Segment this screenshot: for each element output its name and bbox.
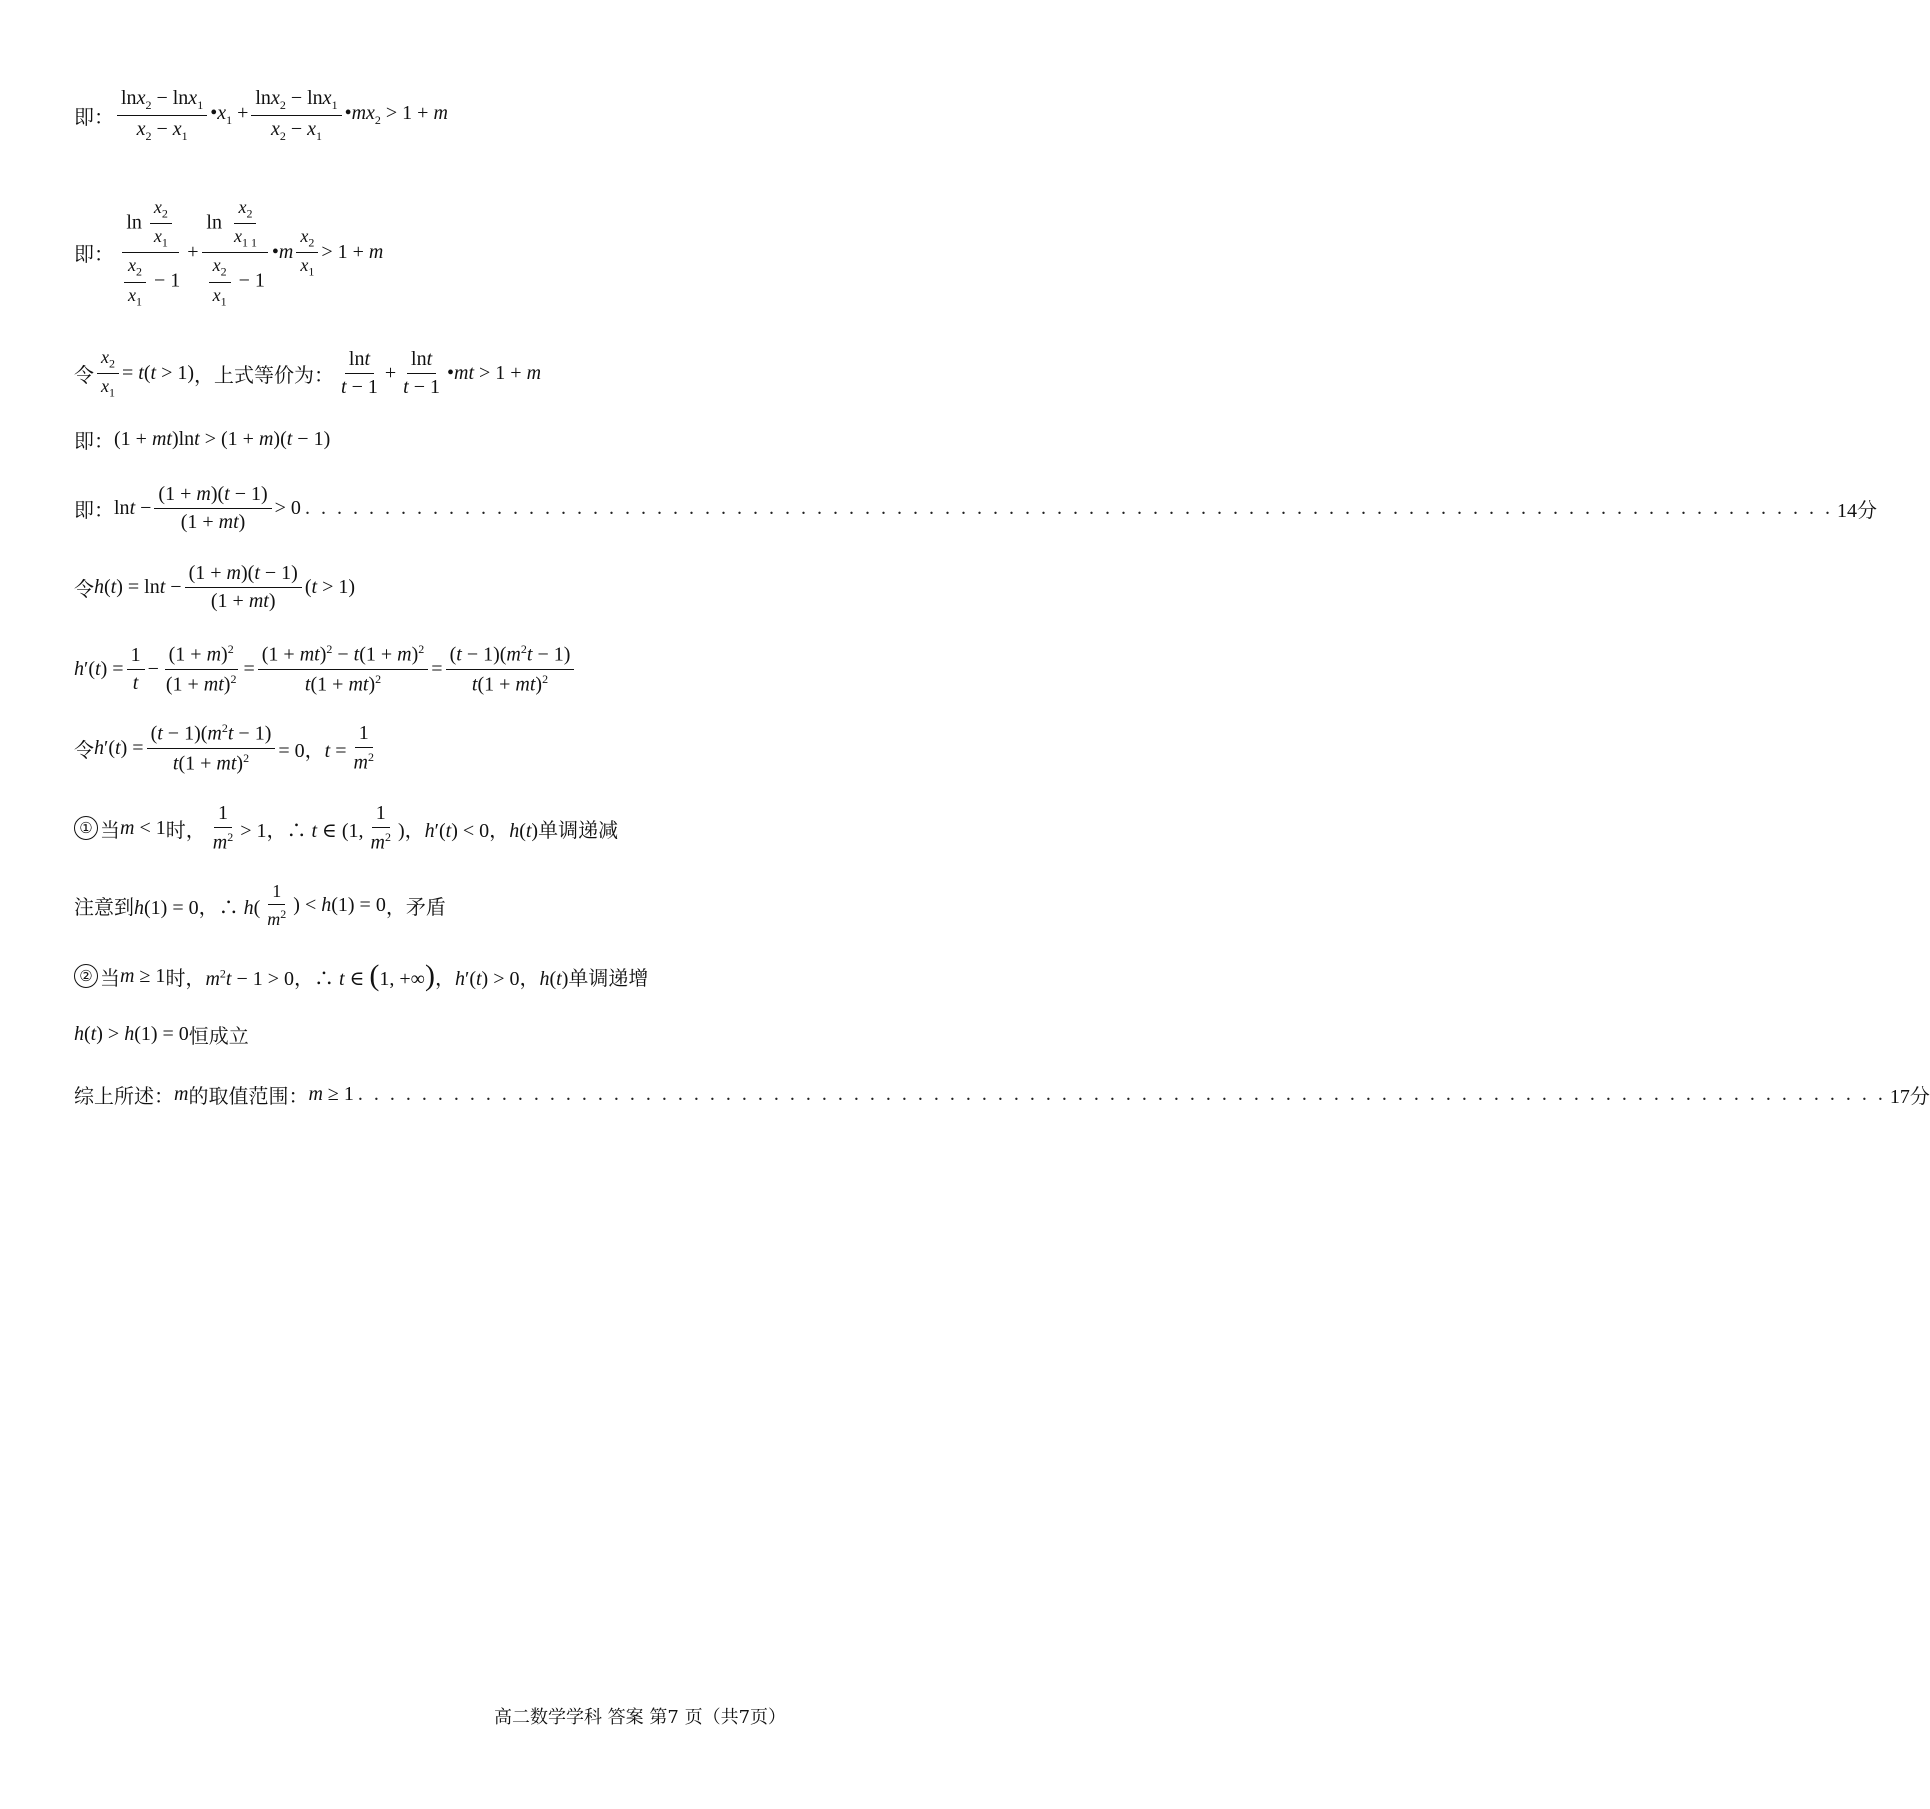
fraction: ln $\frac{x_2}{x_1}$ $\frac{x_2}{x_1}$ − 1 [117,198,184,308]
step-text: 注意到 [74,896,134,919]
score-label: 17分 [1889,1086,1930,1108]
step-text: 当 [100,967,120,990]
step-line-5: 即： lnt − $\frac{(1 + m)(t - 1)}{(1 + mt)}$ > 0 . . . . . . . . . . . . . . . . . . . . . . . . . . . . . . . . . . . . . . . . . . . . . . . . . . . . . . . . . . . . . . . . . . . . . . . . . . . . . . . . . . . . . . . . . . . . . . . . 14分 [74,483,1877,533]
fraction: $\frac{(1 + m)^2}{(1 + mt)^2}$ [165,642,237,696]
step-text: 时， [165,967,206,990]
fraction: $\frac{x_2}{x_1}$ [296,227,318,278]
score-label: 14分 [1836,500,1877,522]
fraction: $\frac{(1 + m)(t - 1)}{(1 + mt)}$ [185,563,302,612]
fraction: $\frac{1}{t}$ [127,645,145,694]
step-line-6: 令 h(t) = lnt − $\frac{(1 + m)(t - 1)}{(1 + mt)}$ (t > 1) [74,562,356,612]
step-line-12: h(t) > h(1) = 0 恒成立 [74,1020,1180,1049]
fraction: $\frac{(1 + mt)^2 - t(1 + m)^2}{t(1 + mt)^2}$ [258,643,429,695]
dot-leader: . . . . . . . . . . . . . . . . . . . . . . . . . . . . . . . . . . . . . . . . . . . . . . . . . . . . . . . . . . . . . . . . . . . . . . . . . . . . . . . . . . . . . . . . . . . . . . . . [357,1083,1886,1105]
step-line-10: 注意到 h(1) = 0，∴ h( $\frac{1}{m^2}$ ) < h(1) = 0 ，矛盾 [74,881,446,929]
fraction: $\frac{(1 + m)(t - 1)}{(1 + mt)}$ [154,484,271,533]
fraction: $\frac{\ln x_2 - \ln x_1}{x_2 - x_1}$ [117,88,207,142]
step-line-1: 即： $\frac{\ln x_2 - \ln x_1}{x_2 - x_1}$ $•x_1$ + $\frac{\ln x_2 - \ln x_1}{x_2 - x_1}$ $•mx_2 > 1 + m$ [74,87,448,143]
step-line-4: 即： (1 + mt)lnt > (1 + m)(t − 1) [74,425,1180,454]
fraction: $\frac{\ln x_2 - \ln x_1}{x_2 - x_1}$ [251,88,341,142]
step-lead: 令 [74,579,94,601]
step-text: ，矛盾 [385,896,446,919]
fraction: $\frac{x_2}{x_1}$ [97,348,119,399]
fraction: $\frac{(t - 1)(m^2t - 1)}{t(1 + mt)^2}$ [147,722,276,774]
step-lead: 令 [74,739,94,762]
fraction: $\frac{\ln t}{t - 1}$ [403,348,440,399]
step-line-13: 综上所述： m 的取值范围： m ≥ 1 . . . . . . . . . . . . . . . . . . . . . . . . . . . . . . . . . . . . . . . . . . . . . . . . . . . . . . . . . . . . . . . . . . . . . . . . . . . . . . . . . . . . . . . . . . . . . . . . 17分 [74,1080,1180,1109]
step-line-11: ② 当 m ≥ 1 时， $m^2t - 1 > 0$，∴ t ∈ (1, +∞)，h′(t) > 0，h(t) 单调递增 [74,961,1180,991]
step-line-7: h′(t) = $\frac{1}{t}$ − $\frac{(1 + m)^2}{(1 + mt)^2}$ = $\frac{(1 + mt)^2 - t(1 + m)^2}{t(1 + mt)^2}$ = $\frac{(t - 1)(m^2t - 1)}{t(1 + mt)^2}$ [74,643,1180,695]
case-number: ① [74,816,98,840]
fraction: $\frac{1}{m^2}$ [370,802,391,854]
fraction: ln $\frac{x_2}{x_{1 1}}$ $\frac{x_2}{x_1}$ − 1 [202,198,269,308]
step-text: 当 [100,819,120,842]
dot-leader: . . . . . . . . . . . . . . . . . . . . . . . . . . . . . . . . . . . . . . . . . . . . . . . . . . . . . . . . . . . . . . . . . . . . . . . . . . . . . . . . . . . . . . . . . . . . . . . . [304,497,1833,519]
step-text: 综上所述： [74,1086,174,1108]
fraction: $\frac{1}{m^2}$ [267,881,287,929]
step-lead: 令 [74,365,94,388]
step-text: 的取值范围： [188,1086,309,1108]
step-line-3: 令 $\frac{x_2}{x_1}$ = t(t > 1) ，上式等价为： $\frac{\ln t}{t - 1}$ + $\frac{\ln t}{t - 1}$ •mt > 1 + m [74,347,542,400]
step-line-2: 即： ln $\frac{x_2}{x_1}$ $\frac{x_2}{x_1}$ − 1 + ln $\frac{x_2}{x_{1 1}}$ $\frac{x_2}{x_1}$ − 1 •m $\frac{x_2}{x_1}$ > 1 + m [74,197,384,309]
step-text: 恒成立 [188,1026,249,1048]
fraction: $\frac{\ln t}{t - 1}$ [341,348,378,399]
step-line-8: 令 h′(t) = $\frac{(t - 1)(m^2t - 1)}{t(1 + mt)^2}$ = 0，t = $\frac{1}{m^2}$ [74,722,1180,774]
step-lead: 即： [74,106,114,129]
step-text: 单调递减 [538,819,619,842]
step-lead: 即： [74,431,114,453]
case-number: ② [74,964,98,988]
fraction: $\frac{1}{m^2}$ [353,721,374,774]
fraction: $\frac{1}{m^2}$ [212,802,234,854]
fraction: $\frac{(t - 1)(m^2t - 1)}{t(1 + mt)^2}$ [446,643,575,695]
step-text: 单调递增 [568,967,649,990]
step-lead: 即： [74,500,114,522]
step-lead: 即： [74,244,114,267]
step-line-9: ① 当 m < 1 时， $\frac{1}{m^2}$ > 1，∴ t ∈ (1, $\frac{1}{m^2}$ )，h′(t) < 0，h(t) 单调递减 [74,803,1180,854]
step-text: ，上式等价为： [194,365,335,388]
step-text: 时， [165,819,206,842]
page-footer: 高二数学学科 答案 第7 页（共7页） [493,1707,787,1728]
